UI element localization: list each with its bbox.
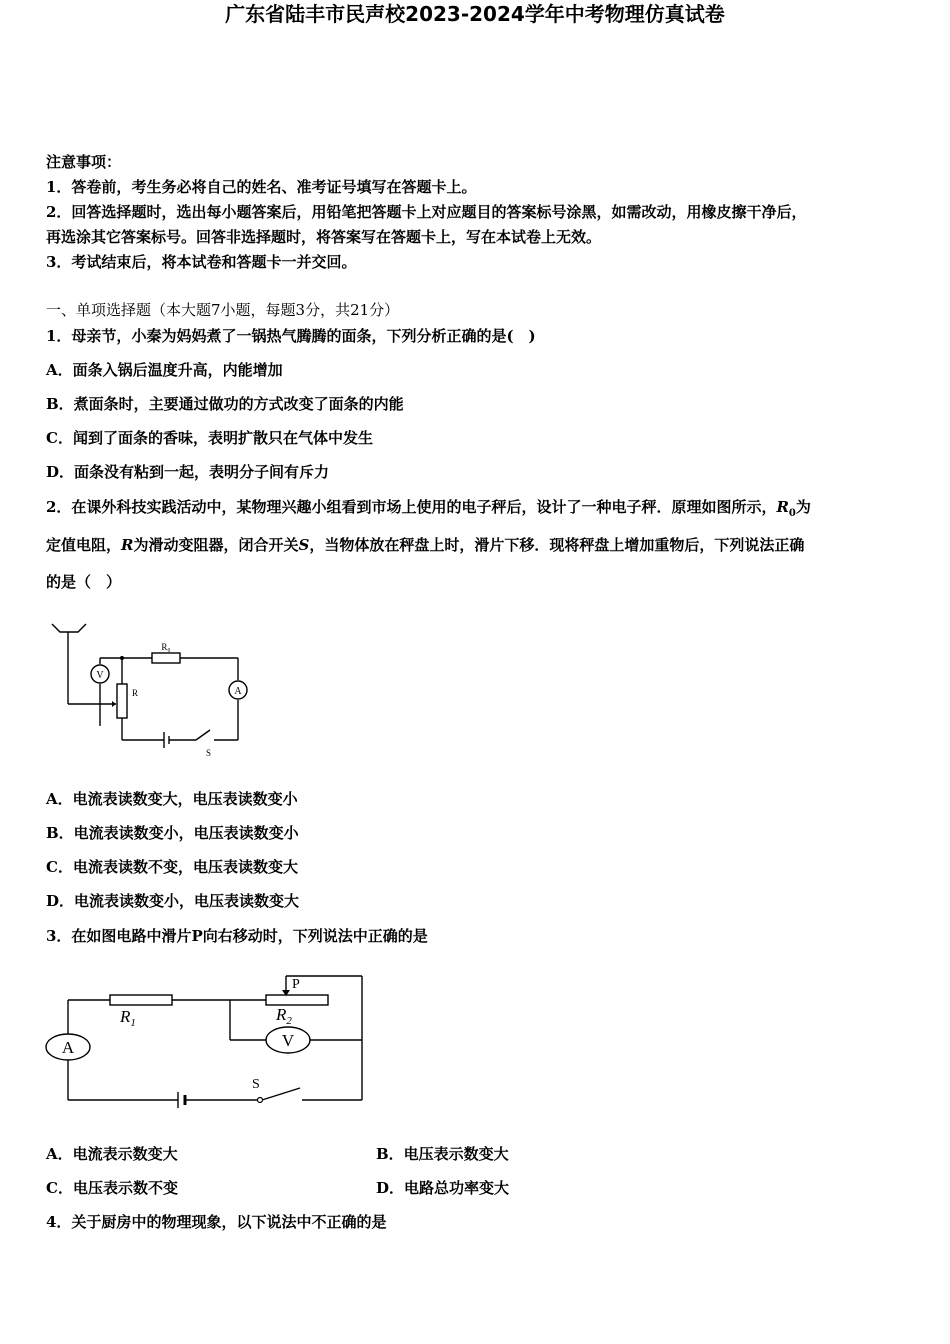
question-stem-line: 的是（ ） bbox=[46, 573, 122, 591]
option-d: D．电路总功率变大 bbox=[376, 1179, 510, 1197]
notice-item: 2．回答选择题时，选出每小题答案后，用铅笔把答题卡上对应题目的答案标号涂黑，如需改动，用橡皮擦干净后， bbox=[46, 203, 807, 221]
r1-label: $R_1$ bbox=[120, 1007, 136, 1029]
notice-item: 3．考试结束后，将本试卷和答题卡一并交回。 bbox=[46, 253, 357, 271]
option-c: C．电流表读数不变，电压表读数变大 bbox=[46, 858, 298, 876]
voltmeter-label: V bbox=[96, 670, 104, 681]
r-label: R bbox=[132, 688, 139, 698]
option-c: C．电压表示数不变 bbox=[46, 1179, 178, 1197]
notice-heading: 注意事项： bbox=[46, 153, 122, 171]
switch-label: S bbox=[206, 748, 212, 758]
option-d: D．面条没有粘到一起，表明分子间有斥力 bbox=[46, 463, 330, 481]
voltmeter-label: V bbox=[281, 1031, 295, 1050]
option-a: A．电流表示数变大 bbox=[46, 1145, 178, 1163]
option-a: A．电流表读数变大，电压表读数变小 bbox=[46, 790, 298, 808]
r0-label: R₀ bbox=[161, 642, 171, 652]
switch-label: S bbox=[252, 1077, 260, 1092]
question-stem-line: 定值电阻，R为滑动变阻器，闭合开关S，当物体放在秤盘上时，滑片下移．现将秤盘上增加重物后，下列说法正确 bbox=[46, 536, 805, 554]
option-b: B．电压表示数变大 bbox=[376, 1145, 509, 1163]
r2-label: $R_2$ bbox=[276, 1005, 292, 1027]
question-stem: 3．在如图电路中滑片P向右移动时，下列说法中正确的是 bbox=[46, 927, 428, 945]
scale-circuit-diagram bbox=[46, 618, 256, 758]
section-heading: 一、单项选择题（本大题7小题，每题3分，共21分） bbox=[46, 301, 400, 319]
option-b: B．煮面条时，主要通过做功的方式改变了面条的内能 bbox=[46, 395, 404, 413]
ammeter-label: A bbox=[234, 686, 242, 697]
option-d: D．电流表读数变小，电压表读数变大 bbox=[46, 892, 300, 910]
question-stem: 1．母亲节，小秦为妈妈煮了一锅热气腾腾的面条，下列分析正确的是( ) bbox=[46, 327, 536, 345]
page-title: 广东省陆丰市民声校2023-2024学年中考物理仿真试卷 bbox=[225, 2, 725, 26]
option-a: A．面条入锅后温度升高，内能增加 bbox=[46, 361, 283, 379]
slider-circuit-diagram bbox=[40, 970, 370, 1110]
question-stem-line: 2．在课外科技实践活动中，某物理兴趣小组看到市场上使用的电子秤后，设计了一种电子秤．原理如图所示，$R_0$为 bbox=[46, 498, 811, 519]
question-4-stem: 4．关于厨房中的物理现象，以下说法中不正确的是 bbox=[46, 1213, 387, 1231]
option-b: B．电流表读数变小，电压表读数变小 bbox=[46, 824, 299, 842]
ammeter-label: A bbox=[61, 1038, 75, 1057]
notice-item: 再选涂其它答案标号。回答非选择题时，将答案写在答题卡上，写在本试卷上无效。 bbox=[46, 228, 602, 246]
notice-item: 1．答卷前，考生务必将自己的姓名、准考证号填写在答题卡上。 bbox=[46, 178, 477, 196]
slider-p-label: P bbox=[292, 977, 300, 992]
option-c: C．闻到了面条的香味，表明扩散只在气体中发生 bbox=[46, 429, 373, 447]
